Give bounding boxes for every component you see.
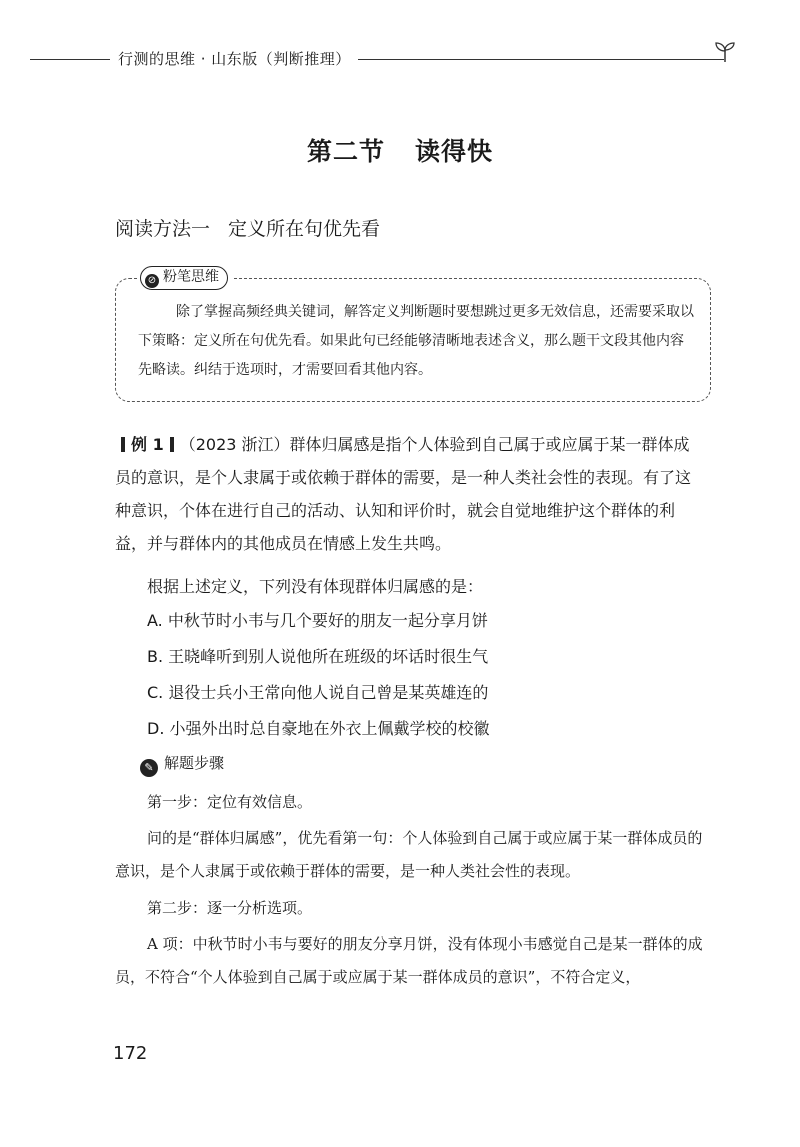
tip-box-label: 粉笔思维 (163, 269, 219, 285)
method-number: 阅读方法一 (115, 218, 211, 240)
pen-icon: ✎ (140, 759, 158, 777)
method-title: 定义所在句优先看 (228, 218, 381, 240)
sprout-icon (712, 38, 738, 64)
example-source: （2023 浙江） (179, 435, 290, 454)
tip-box-text: 除了掌握高频经典关键词，解答定义判断题时要想跳过更多无效信息，还需要采取以下策略：定义所在句优先看。如果此句已经能够清晰地表述含义，那么题干文段其他内容先略读。纠结于选项时，才需要回看其他内容。 (138, 304, 694, 378)
section-number: 第二节 (306, 137, 385, 166)
example-stem (115, 428, 705, 560)
section-title (0, 132, 800, 168)
example-stem-text: 群体归属感是指个人体验到自己属于或应属于某一群体成员的意识，是个人隶属于或依赖于群体的需要，是一种人类社会性的表现。有了这种意识，个体在进行自己的活动、认知和评价时，就会自觉地维护这个群体的利益，并与群体内的其他成员在情感上发生共鸣。 (115, 435, 692, 553)
option-b: B. 王晓峰听到别人说他所在班级的坏话时很生气 (147, 647, 489, 666)
tip-box-label-pill (140, 266, 228, 290)
running-title: 行测的思维 · 山东版（判断推理） (118, 50, 351, 68)
section-name: 读得快 (415, 137, 494, 166)
option-a-analysis: A 项：中秋节时小韦与要好的朋友分享月饼，没有体现小韦感觉自己是某一群体的成员，不符合“个人体验到自己属于或应属于某一群体成员的意识”，不符合定义， (115, 935, 703, 986)
step1-label: 第一步：定位有效信息。 (147, 793, 313, 811)
solution-heading (140, 752, 224, 777)
running-header (30, 48, 730, 72)
example-marker-right (170, 437, 174, 452)
step2-label: 第二步：逐一分析选项。 (147, 899, 313, 917)
header-rule-left (30, 59, 110, 60)
page-number: 172 (113, 1043, 148, 1064)
method-heading (115, 214, 380, 241)
option-d: D. 小强外出时总自豪地在外衣上佩戴学校的校徽 (147, 719, 490, 738)
option-a: A. 中秋节时小韦与几个要好的朋友一起分享月饼 (147, 611, 488, 630)
header-rule-right (358, 59, 724, 60)
example-marker-left (121, 437, 125, 452)
chalk-icon: ⊘ (145, 274, 159, 288)
solution-heading-text: 解题步骤 (164, 754, 225, 772)
tip-box-tag (138, 266, 234, 290)
example-label: 例 1 (131, 435, 164, 454)
step1-text: 问的是“群体归属感”，优先看第一句：个人体验到自己属于或应属于某一群体成员的意识，是个人隶属于或依赖于群体的需要，是一种人类社会性的表现。 (115, 829, 703, 880)
option-c: C. 退役士兵小王常向他人说自己曾是某英雄连的 (147, 683, 489, 702)
example-question: 根据上述定义，下列没有体现群体归属感的是： (147, 577, 484, 596)
